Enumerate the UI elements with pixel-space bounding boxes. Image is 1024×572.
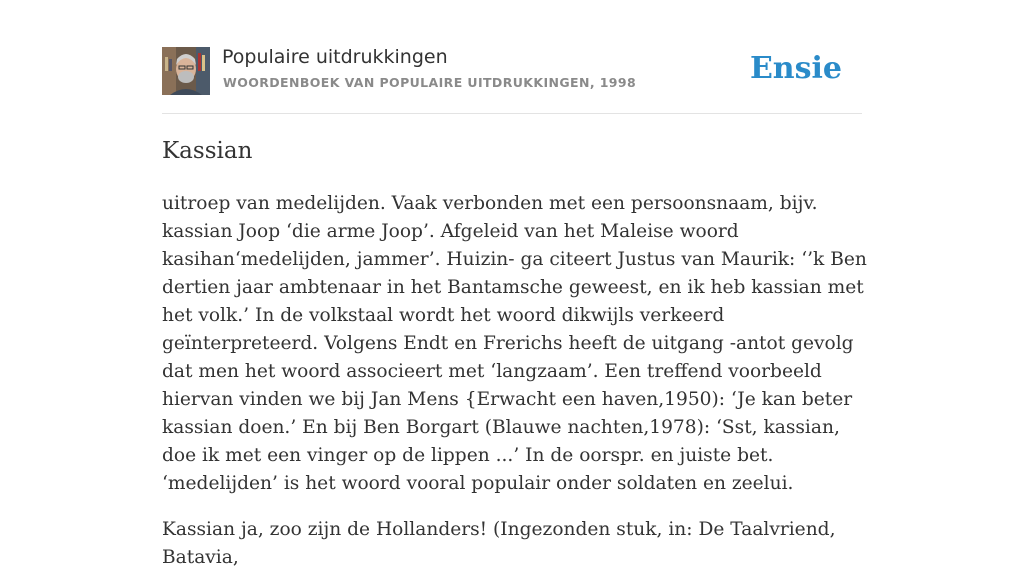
header bbox=[162, 46, 862, 96]
author-portrait-image bbox=[162, 47, 210, 95]
entry-paragraph-2: Kassian ja, zoo zijn de Hollanders! (Ingezonden stuk, in: De Taalvriend, Batavia, bbox=[162, 519, 836, 568]
entry-title: Kassian bbox=[162, 138, 253, 164]
entry-body bbox=[162, 190, 867, 572]
header-divider bbox=[162, 113, 862, 114]
source-subtitle[interactable]: WOORDENBOEK VAN POPULAIRE UITDRUKKINGEN, 1998 bbox=[223, 75, 637, 90]
avatar[interactable] bbox=[162, 47, 210, 95]
entry-paragraph-1: uitroep van medelijden. Vaak verbonden met een persoonsnaam, bijv. kassian Joop ‘die arme Joop’. Afgeleid van het Maleise woord kasihan‘medelijden, jammer’. Huizin- ga citeert Justus van Maurik: ‘’k Ben dertien jaar ambtenaar in het Bantamsche geweest, en ik heb kassian met het volk.’ In de volkstaal wordt het woord dikwijls verkeerd geïnterpreteerd. Volgens Endt en Frerichs heeft de uitgang -antot gevolg dat men het woord associeert met ‘langzaam’. Een treffend voorbeeld hiervan vinden we bij Jan Mens {Erwacht een haven,1950): ‘Je kan beter kassian doen.’ En bij Ben Borgart (Blauwe nachten,1978): ‘Sst, kassian, doe ik met een vinger op de lippen ...’ In de oorspr. en juiste bet. ‘medelijden’ is het woord vooral populair onder soldaten en zeelui. bbox=[162, 193, 867, 494]
source-title[interactable]: Populaire uitdrukkingen bbox=[222, 46, 448, 68]
brand-logo[interactable]: Ensie bbox=[749, 51, 842, 86]
